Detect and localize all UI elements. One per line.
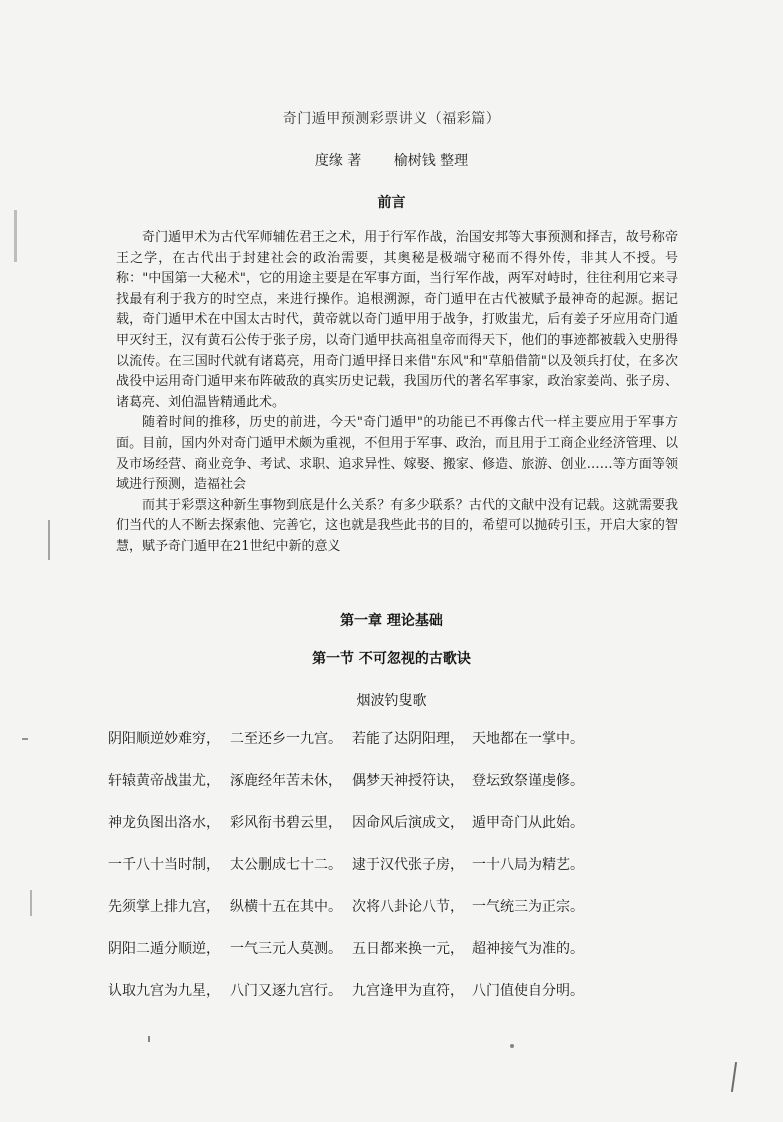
poem-verse: 一气统三为正宗。 [472, 899, 584, 915]
poem-verse: 五日都来换一元， [352, 941, 464, 957]
scan-mark [510, 1044, 514, 1048]
poem-verse: 若能了达阴阳理， [352, 731, 464, 747]
scan-mark [48, 520, 50, 560]
poem-verse: 阴阳二遁分顺逆， [108, 941, 220, 957]
poem-line [108, 728, 668, 750]
chapter-heading: 第一章 理论基础 [340, 613, 443, 629]
poem-verse: 超神接气为准的。 [472, 941, 584, 957]
poem-verse: 登坛致祭谨虔修。 [472, 773, 584, 789]
poem-verse: 一气三元人莫测。 [230, 941, 342, 957]
paragraph: 奇门遁甲术为古代军师辅佐君王之术，用于行军作战，治国安邦等大事预测和择吉，故号称帝王之学，在古代出于封建社会的政治需要，其奥秘是极端守秘而不得外传，非其人不授。号称："中国第一大秘术"，它的用途主要是在军事方面，当行军作战，两军对峙时，往往利用它来寻找最有利于我方的时空点，来进行操作。追根溯源，奇门遁甲在古代被赋予最神奇的起源。据记载，奇门遁甲术在中国太古时代，黄帝就以奇门遁甲用于战争，打败蚩尤，后有姜子牙应用奇门遁甲灭纣王，汉有黄石公传于张子房，以奇门遁甲扶高祖皇帝而得天下，他们的事迹都被载入史册得以流传。在三国时代就有诸葛亮，用奇门遁甲择日来借"东风"和"草船借箭"以及领兵打仗，在多次战役中运用奇门遁甲来布阵破敌的真实历史记载，我国历代的著名军事家，政治家姜尚、张子房、诸葛亮、刘伯温皆精通此术。 [116, 230, 678, 410]
preface-heading: 前言 [377, 195, 406, 211]
author-credit: 度缘 著 [314, 153, 362, 169]
poem-line [108, 896, 668, 918]
poem-verse: 纵横十五在其中。 [230, 899, 342, 915]
poem-verse: 二至还乡一九宫。 [230, 731, 342, 747]
poem-verse: 次将八卦论八节， [352, 899, 464, 915]
paragraph: 随着时间的推移，历史的前进，今天"奇门遁甲"的功能已不再像古代一样主要应用于军事方面。目前，国内外对奇门遁甲术颇为重视，不但用于军事、政治，而且用于工商企业经济管理、以及市场经营、商业竞争、考试、求职、追求异性、嫁娶、搬家、修造、旅游、创业……等方面等领域进行预测，造福社会 [116, 415, 678, 493]
scan-mark [22, 738, 28, 740]
scan-mark [148, 1036, 150, 1042]
poem-verse: 涿鹿经年苦未休， [230, 773, 342, 789]
poem-line [108, 770, 668, 792]
byline [0, 150, 783, 170]
poem-line [108, 854, 668, 876]
poem-verse: 天地都在一掌中。 [472, 731, 584, 747]
poem-verse: 逮于汉代张子房， [352, 857, 464, 873]
scan-mark [14, 210, 17, 262]
poem-verse: 彩风衔书碧云里， [230, 815, 342, 831]
scan-mark [731, 1062, 737, 1092]
poem-verse: 轩辕黄帝战蚩尤， [108, 773, 220, 789]
document-title: 奇门遁甲预测彩票讲义（福彩篇） [282, 111, 501, 127]
poem-line [108, 812, 668, 834]
poem-verse: 九宫逢甲为直符， [352, 983, 464, 999]
poem-verse: 遁甲奇门从此始。 [472, 815, 584, 831]
poem-verse: 阴阳顺逆妙难穷， [108, 731, 220, 747]
poem-verse: 认取九宫为九星， [108, 983, 220, 999]
paragraph: 而其于彩票这种新生事物到底是什么关系？有多少联系？古代的文献中没有记载。这就需要我们当代的人不断去探索他、完善它，这也就是我些此书的目的，希望可以抛砖引玉，开启大家的智慧，赋予奇门遁甲在21世纪中新的意义 [116, 497, 678, 554]
poem-verse: 神龙负图出洛水， [108, 815, 220, 831]
poem-verse: 因命风后演成文， [352, 815, 464, 831]
poem-verse: 偶梦天神授符诀， [352, 773, 464, 789]
poem-verse: 太公删成七十二。 [230, 857, 342, 873]
poem-verse: 八门又逐九宫行。 [230, 983, 342, 999]
poem-verse: 八门值使自分明。 [472, 983, 584, 999]
poem-verse: 一十八局为精艺。 [472, 857, 584, 873]
poem-verse: 先须掌上排九宫， [108, 899, 220, 915]
poem-title: 烟波钓叟歌 [356, 693, 427, 709]
preface-body [116, 228, 678, 558]
poem-line [108, 980, 668, 1002]
scan-mark [30, 890, 32, 916]
editor-credit: 榆树钱 整理 [393, 153, 469, 169]
poem-verse: 一千八十当时制， [108, 857, 220, 873]
poem-line [108, 938, 668, 960]
section-heading: 第一节 不可忽视的古歌诀 [312, 651, 471, 667]
